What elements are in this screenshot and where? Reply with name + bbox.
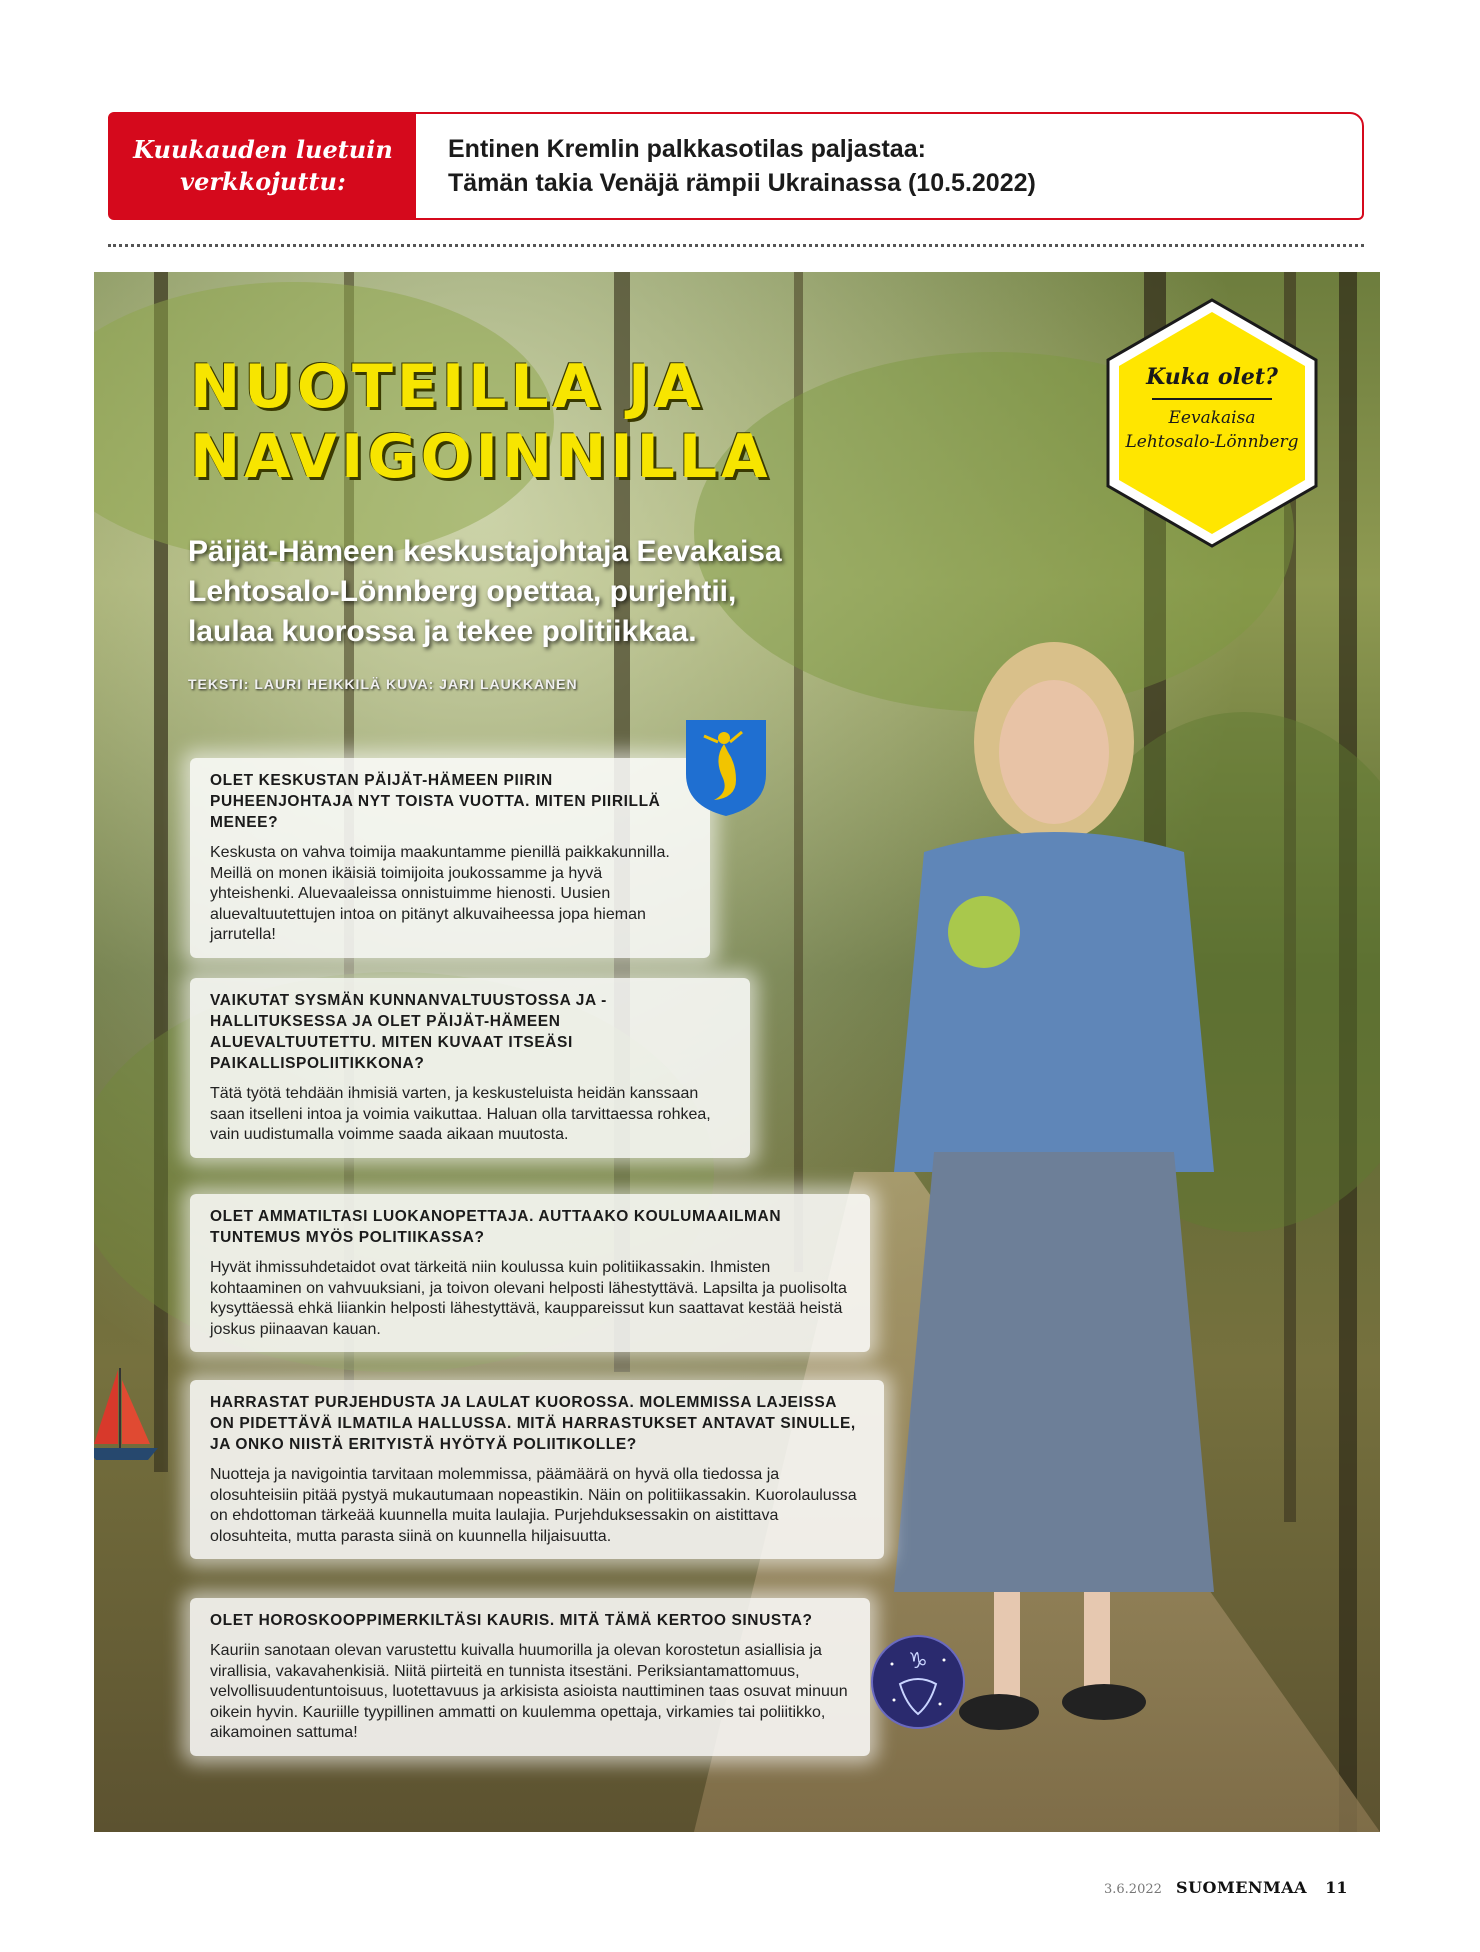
footer-date: 3.6.2022 [1104, 1882, 1162, 1897]
article-photo [94, 272, 1380, 1832]
promo-label-line1: Kuukauden luetuin [133, 135, 393, 164]
qa-box-5 [190, 1598, 870, 1756]
badge-rule [1152, 398, 1272, 400]
qa-box-3 [190, 1194, 870, 1352]
qa-question-3: OLET AMMATILTASI LUOKANOPETTAJA. AUTTAAKO KOULUMAAILMAN TUNTEMUS MYÖS POLITIIKASSA? [210, 1208, 782, 1246]
promo-label-line2: verkkojuttu: [180, 167, 346, 196]
footer-page-number: 11 [1325, 1878, 1348, 1897]
badge-text [1102, 364, 1322, 454]
capricorn-zodiac-icon [870, 1634, 966, 1730]
badge-title: Kuka olet? [1146, 364, 1278, 390]
qa-question-1: OLET KESKUSTAN PÄIJÄT-HÄMEEN PIIRIN PUHEENJOHTAJA NYT TOISTA VUOTTA. MITEN PIIRILLÄ MENEE? [210, 772, 661, 831]
qa-box-1 [190, 758, 710, 958]
badge-name-line2: Lehtosalo-Lönnberg [1125, 432, 1299, 452]
qa-answer-1: Keskusta on vahva toimija maakuntamme pienillä paikkakunnilla. Meillä on monen ikäisiä toimijoita joukossamme ja hyvä yhteishenki. Aluevaaleissa onnistuimme hienosti. Uusien aluevaltuutettujen intoa on pitänyt alkuvaiheessa jopa hieman jarrutella! [210, 844, 670, 943]
article-lede: Päijät-Hämeen keskustajohtaja Eevakaisa Lehtosalo-Lönnberg opettaa, purjehtii, laulaa kuorossa ja tekee politiikkaa. [188, 535, 782, 648]
article-byline: TEKSTI: LAURI HEIKKILÄ KUVA: JARI LAUKKANEN [188, 676, 578, 692]
promo-label [110, 114, 416, 218]
sysma-crest-icon [684, 718, 768, 818]
footer-paper-name: SUOMENMAA [1176, 1878, 1308, 1897]
qa-answer-2: Tätä työtä tehdään ihmisiä varten, ja keskusteluista heidän kanssaan saan itselleni intoa ja voimia vaikuttaa. Haluan olla tarvittaessa rohkea, vain uudistumalla voimme saada aikaan muutosta. [210, 1085, 711, 1143]
qa-answer-4: Nuotteja ja navigointia tarvitaan molemmissa, päämäärä on hyvä olla tiedossa ja olosuhteisiin pitää pystyä mukautumaan nopeastikin. Näin on politiikassakin. Kuorolaulussa on ehdottoman tärkeää kuunnella muita laulajia. Purjehduksessakin on aistittava olosuhteita, mutta parasta siinä on kuunnella hiljaisuutta. [210, 1466, 857, 1545]
badge-name-line1: Eevakaisa [1168, 408, 1256, 428]
promo-headline[interactable] [416, 114, 1036, 218]
svg-text:♑: ♑ [908, 1649, 928, 1674]
headline-line2: NAVIGOINNILLA [190, 422, 772, 492]
qa-answer-5: Kauriin sanotaan olevan varustettu kuivalla huumorilla ja olevan korostetun asiallisia ja virallisia, vakavahenkisiä. Niitä piirteitä en tunnista itsestäni. Periksiantamattomuus, velvollisuudentuntoisuus, luotettavuus ja arkisista asioista nauttiminen taas osuvat minuun oikein hyvin. Kauriille tyypillinen ammatti on kuulemma opettaja, virkamies tai poliitikko, aikamoinen sattuma! [210, 1642, 848, 1741]
qa-question-2: VAIKUTAT SYSMÄN KUNNANVALTUUSTOSSA JA -HALLITUKSESSA JA OLET PÄIJÄT-HÄMEEN ALUEVALTUUTETTU. MITEN KUVAAT ITSEÄSI PAIKALLISPOLIITIKKONA? [210, 992, 607, 1072]
qa-box-2 [190, 978, 750, 1158]
qa-question-4: HARRASTAT PURJEHDUSTA JA LAULAT KUOROSSA. MOLEMMISSA LAJEISSA ON PIDETTÄVÄ ILMATILA HALLUSSA. MITÄ HARRASTUKSET ANTAVAT SINULLE, JA ONKO NIISTÄ ERITYISTÄ HYÖTYÄ POLIITIKOLLE? [210, 1394, 856, 1453]
page-footer [1104, 1878, 1347, 1897]
dotted-divider [108, 244, 1364, 247]
article-headline [190, 352, 772, 492]
promo-headline-line1: Entinen Kremlin palkkasotilas paljastaa: [448, 135, 926, 163]
most-read-promo[interactable] [108, 112, 1364, 220]
qa-question-5: OLET HOROSKOOPPIMERKILTÄSI KAURIS. MITÄ TÄMÄ KERTOO SINUSTA? [210, 1612, 813, 1629]
promo-headline-line2: Tämän takia Venäjä rämpii Ukrainassa (10.5.2022) [448, 169, 1036, 197]
headline-line1: NUOTEILLA JA [190, 352, 705, 422]
sailboat-icon [94, 1362, 162, 1472]
qa-answer-3: Hyvät ihmissuhdetaidot ovat tärkeitä niin koulussa kuin politiikassakin. Ihmisten kohtaaminen on vahvuuksiani, ja toivon olevani helposti lähestyttävä. Lapsilta ja puolisolta kysyttäessä ehkä liiankin helposti lähestyttävä, kauppareissut kun saattavat kestää heistä joskus piinaavan kauan. [210, 1259, 847, 1338]
qa-box-4 [190, 1380, 884, 1559]
